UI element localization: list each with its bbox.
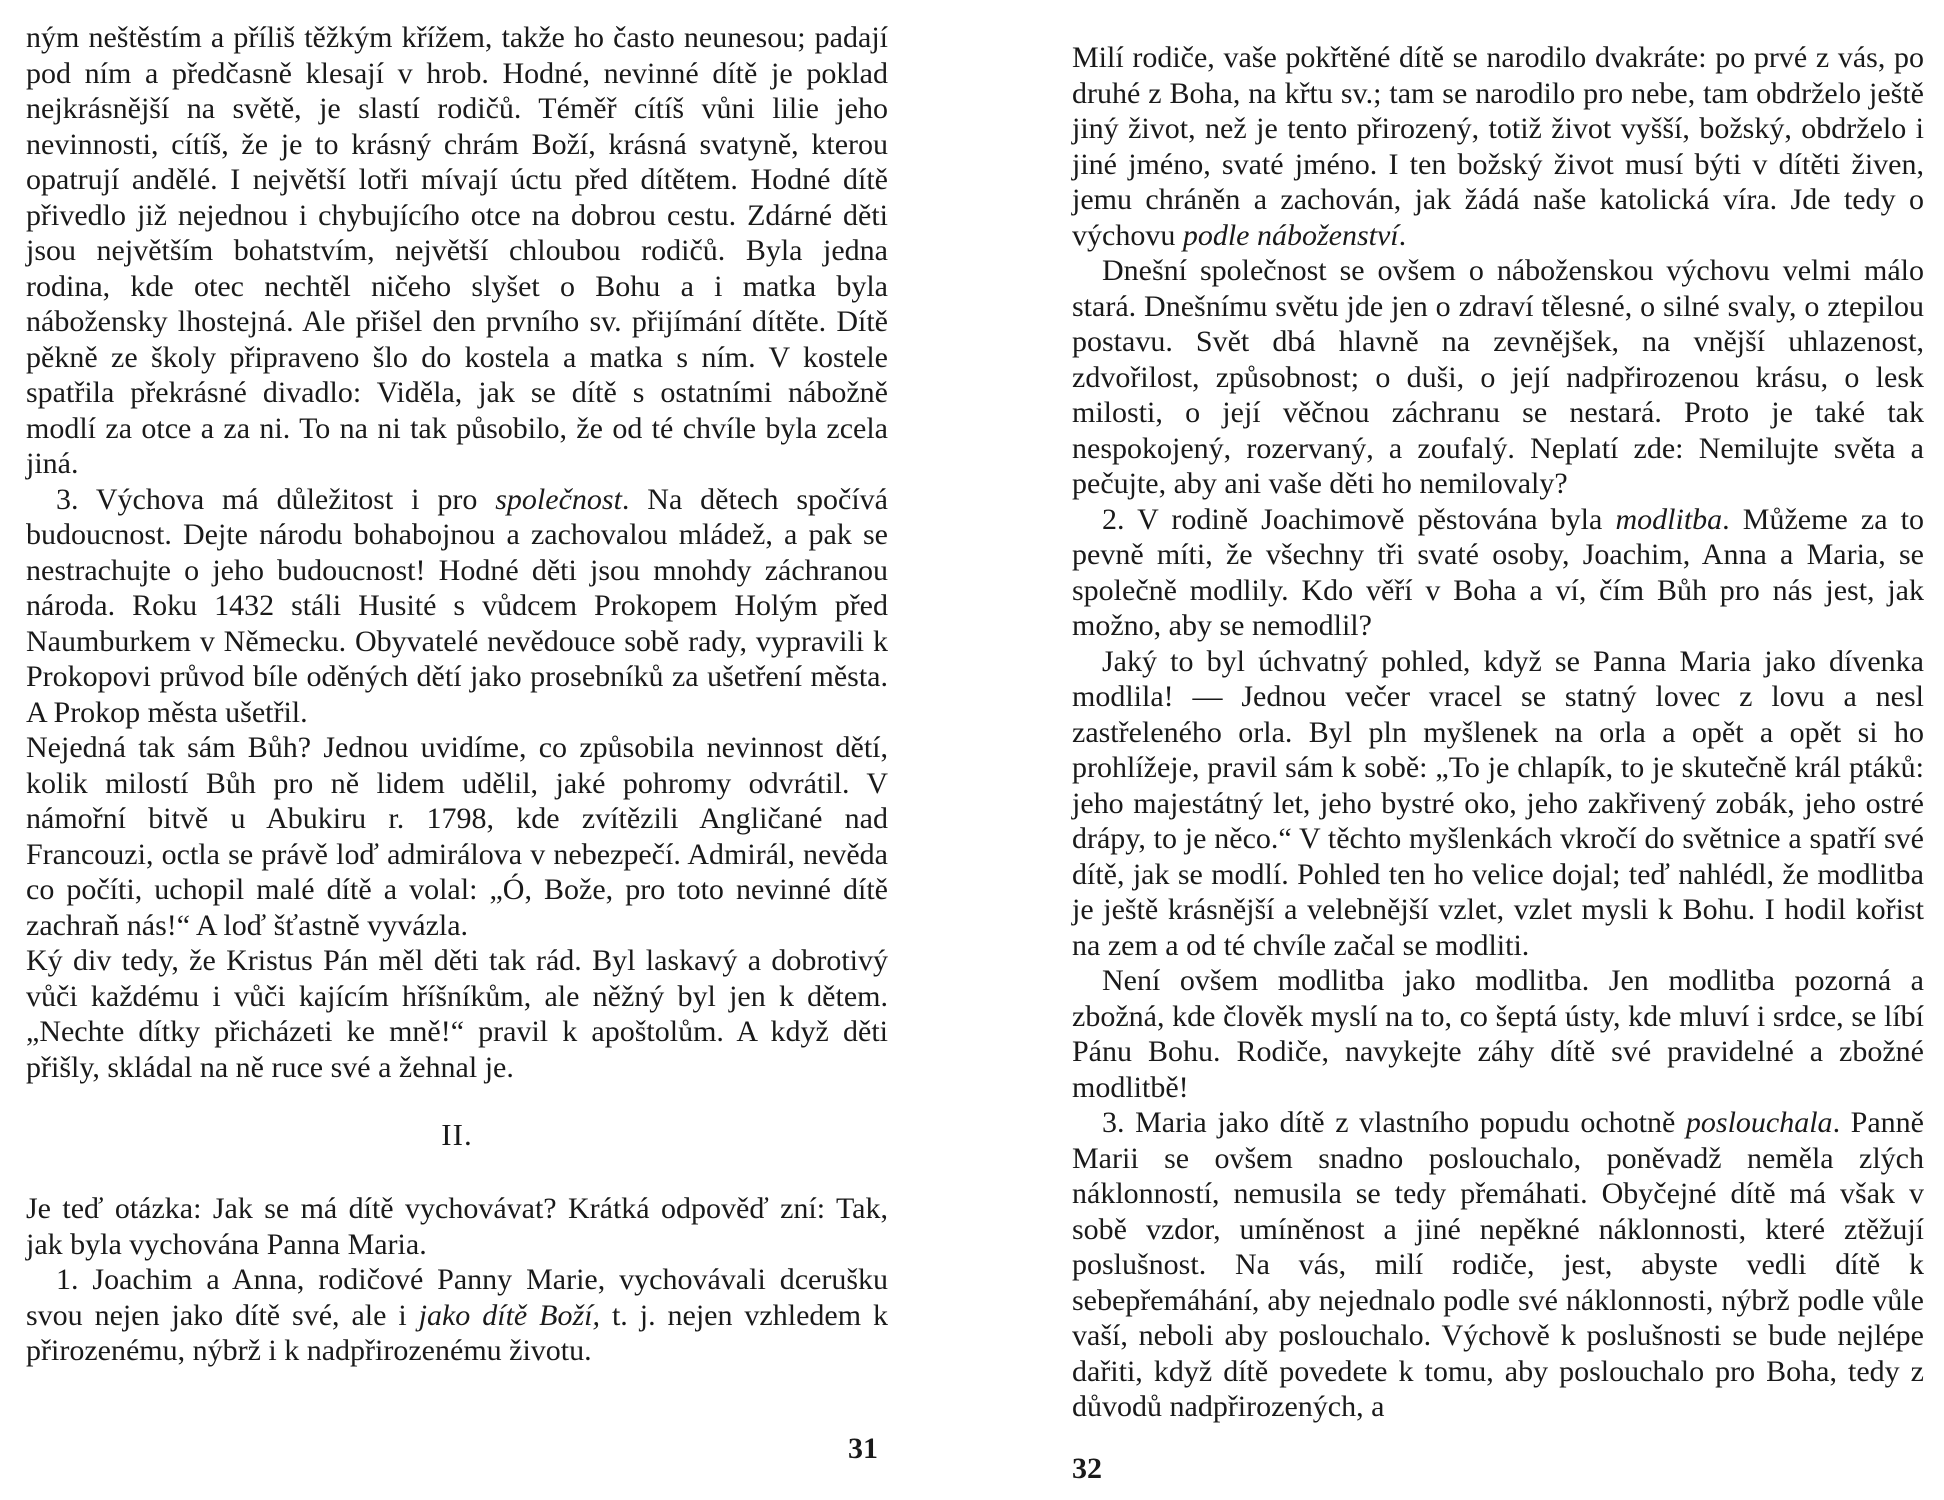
paragraph: ným neštěstím a příliš těžkým křížem, takže ho často neunesou; padají pod ním a předčasně klesají v hrob. Hodné, nevinné dítě je poklad nejkrásnější na světě, je slastí rodičů. Téměř cítíš vůni lilie jeho nevinnosti, cítíš, že je to krásný chrám Boží, krásná svatyně, kterou opatrují andělé. I největší lotři mívají úctu před dítětem. Hodné dítě přivedlo již nejednou i chybujícího otce na dobrou cestu. Zdárné děti jsou největším bohatstvím, největší chloubou rodičů. Byla jedna rodina, kde otec nechtěl ničeho slyšet o Bohu a i matka byla nábožensky lhostejná. Ale přišel den prvního sv. přijímání dítěte. Dítě pěkně ze školy připraveno šlo do kostela a matka s ním. V kostele spatřila překrásné divadlo: Viděla, jak se dítě s ostatními nábožně modlí za otce a za ni. To na ni tak působilo, že od té chvíle byla zcela jiná. [26,21,888,480]
paragraph: Je teď otázka: Jak se má dítě vychovávat? Krátká odpověď zní: Tak, jak byla vychována Panna Maria. [26,1192,888,1261]
left-page [26,20,888,1369]
left-page-text [26,20,888,1369]
paragraph: Nejedná tak sám Bůh? Jednou uvidíme, co způsobila nevinnost dětí, kolik milostí Bůh pro ně lidem udělil, jaké pohromy odvrátil. V námořní bitvě u Abukiru r. 1798, kde zvítězili Angličané nad Francouzi, octla se právě loď admirálova v nebezpečí. Admirál, nevěda co počíti, uchopil malé dítě a volal: „Ó, Bože, pro toto nevinné dítě zachraň nás!“ A loď šťastně vyvázla. [26,731,888,942]
page-number: 32 [1072,1452,1102,1485]
page-number: 31 [848,1432,878,1465]
right-page [1072,40,1924,1425]
paragraph: Milí rodiče, vaše pokřtěné dítě se narodilo dvakráte: po prvé z vás, po druhé z Boha, na křtu sv.; tam se narodilo pro nebe, tam obdrželo ještě jiný život, než je tento přirozený, totiž život vyšší, božský, obdrželo i jiné jméno, svaté jméno. I ten božský život musí býti v dítěti živen, jemu chráněn a zachován, jak žádá naše katolická víra. Jde tedy o výchovu podle náboženství. [1072,41,1924,252]
section-heading: II. [441,1117,473,1152]
paragraph: Ký div tedy, že Kristus Pán měl děti tak rád. Byl laskavý a dobrotivý vůči každému i vůči kajícím hříšníkům, ale něžný byl jen k dětem. „Nechte dítky přicházeti ke mně!“ pravil k apoštolům. A když děti přišly, skládal na ně ruce své a žehnal je. [26,944,888,1084]
paragraph: Dnešní společnost se ovšem o náboženskou výchovu velmi málo stará. Dnešnímu světu jde jen o zdraví tělesné, o silné svaly, o ztepilou postavu. Svět dbá hlavně na zevnějšek, na vnější uhlazenost, zdvořilost, způsobnost; o duši, o její nadpřirozenou krásu, o lesk milosti, o její věčnou záchranu se nestará. Proto je také tak nespokojený, rozervaný, a zoufalý. Neplatí zde: Nemilujte světa a pečujte, aby ani vaše děti ho nemilovaly? [1072,254,1924,500]
paragraph: 3. Maria jako dítě z vlastního popudu ochotně poslouchala. Panně Marii se ovšem snadno poslouchalo, poněvadž neměla zlých náklonností, nemusila se tedy přemáhati. Obyčejné dítě má však v sobě vzdor, umíněnost a jiné nepěkné náklonnosti, které ztěžují poslušnost. Na vás, milí rodiče, jest, abyste vedli dítě k sebepřemáhání, aby nejednalo podle své náklonnosti, nýbrž podle vůle vaší, neboli aby poslouchalo. Výchově k poslušnosti se bude nejlépe dařiti, když dítě povedete k tomu, aby poslouchalo pro Boha, tedy z důvodů nadpřirozených, a [1072,1106,1924,1423]
paragraph: 3. Výchova má důležitost i pro společnost. Na dětech spočívá budoucnost. Dejte národu bohabojnou a zachovalou mládež, a pak se nestrachujte o jeho budoucnost! Hodné děti jsou mnohdy záchranou národa. Roku 1432 stáli Husité s vůdcem Prokopem Holým před Naumburkem v Německu. Obyvatelé nevědouce sobě rady, vypravili k Prokopovi průvod bíle oděných dětí jako prosebníků za ušetření města. A Prokop města ušetřil. [26,482,888,729]
paragraph: 1. Joachim a Anna, rodičové Panny Marie, vychovávali dcerušku svou nejen jako dítě své, ale i jako dítě Boží, t. j. nejen vzhledem k přirozenému, nýbrž i k nadpřirozenému životu. [26,1263,888,1367]
right-page-text [1072,40,1924,1425]
paragraph: Jaký to byl úchvatný pohled, když se Panna Maria jako dívenka modlila! — Jednou večer vracel se statný lovec z lovu a nesl zastřeleného orla. Byl pln myšlenek na orla a opět a opět si ho prohlížeje, pravil sám k sobě: „To je chlapík, to je skutečně král ptáků: jeho majestátný let, jeho bystré oko, jeho zakřivený zobák, jeho ostré drápy, to je něco.“ V těchto myšlenkách vkročí do světnice a spatří své dítě, jak se modlí. Pohled ten ho velice dojal; teď nahlédl, že modlitba je ještě krásnější a velebnější vzlet, vzlet mysli k Bohu. I hodil kořist na zem a od té chvíle začal se modliti. [1072,644,1924,962]
paragraph: Není ovšem modlitba jako modlitba. Jen modlitba pozorná a zbožná, kde člověk myslí na to, co šeptá ústy, kde mluví i srdce, se líbí Pánu Bohu. Rodiče, navykejte záhy dítě své pravidelné a zbožné modlitbě! [1072,964,1924,1104]
paragraph: 2. V rodině Joachimově pěstována byla modlitba. Můžeme za to pevně míti, že všechny tři svaté osoby, Joachim, Anna a Maria, se společně modlily. Kdo věří v Boha a ví, čím Bůh pro nás jest, jak možno, aby se nemodlil? [1072,502,1925,642]
